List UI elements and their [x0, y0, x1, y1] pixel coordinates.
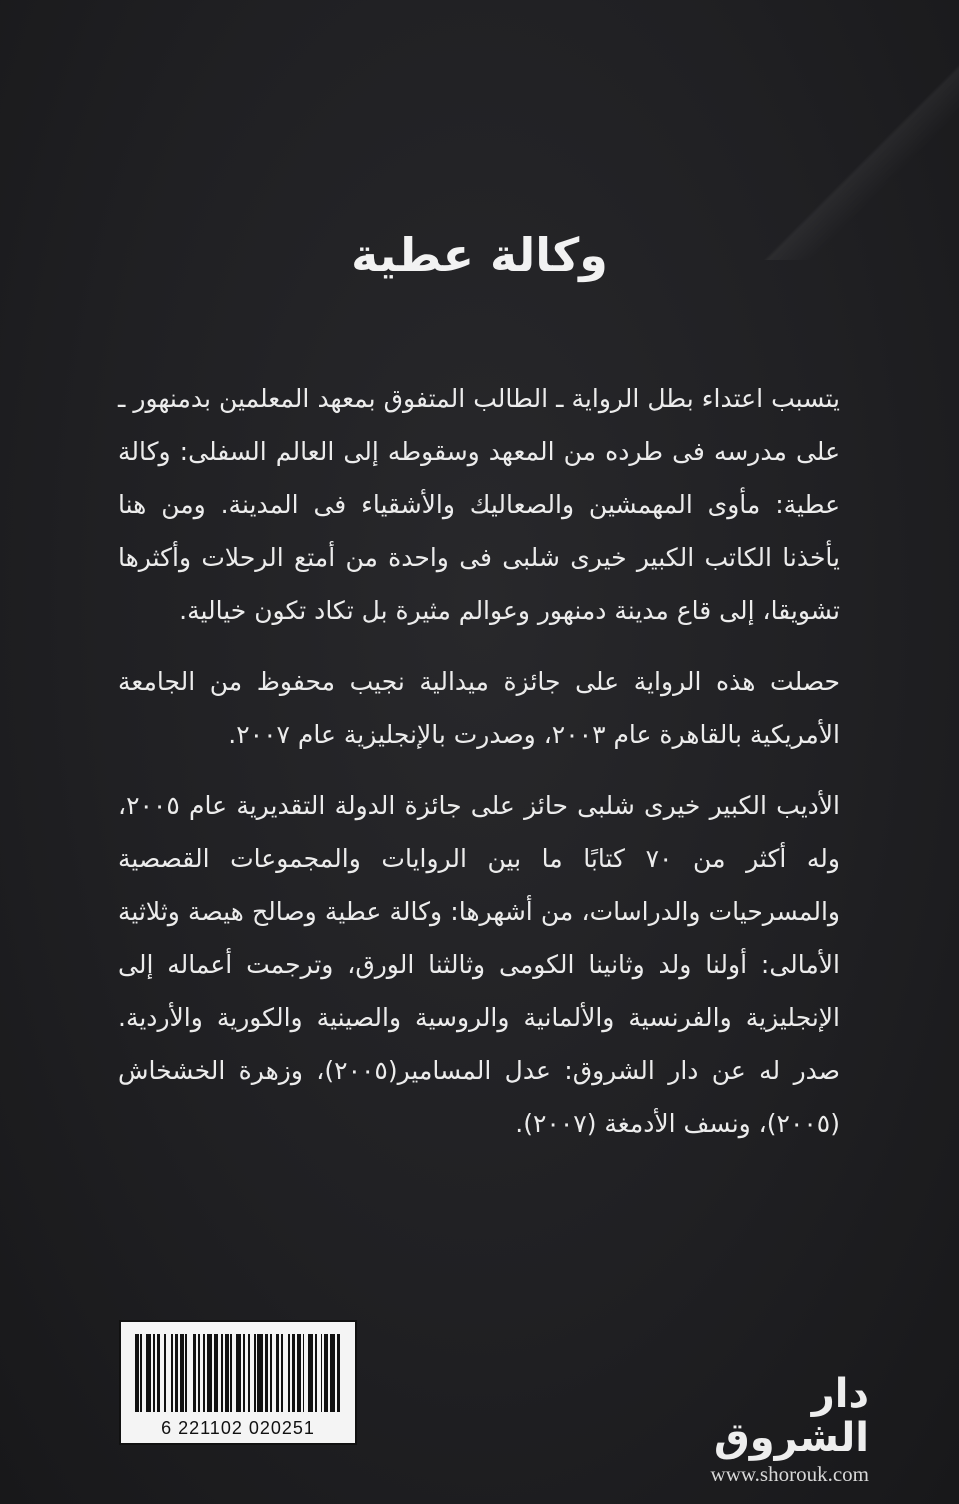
blurb-paragraph-summary: يتسبب اعتداء بطل الرواية ـ الطالب المتفوق بمعهد المعلمين بدمنهور ـ على مدرسه فى طرده من المعهد وسقوطه إلى العالم السفلى: وكالة عطية: مأوى المهمشين والصعاليك والأشقياء فى المدينة. ومن هنا يأخذنا الكاتب الكبير خيرى شلبى فى واحدة من أمتع الرحلات وأكثرها تشويقا، إلى قاع مدينة دمنهور وعوالم مثيرة بل تكاد تكون خيالية.: [118, 384, 840, 625]
cover-fold-shadow: [729, 0, 959, 260]
publisher-name: دار الشروق: [714, 1371, 869, 1461]
blurb: [118, 372, 840, 1168]
book-title: وكالة عطية: [351, 228, 608, 282]
barcode-number: 6 221102 020251: [161, 1418, 315, 1438]
blurb-paragraph-award: حصلت هذه الرواية على جائزة ميدالية نجيب محفوظ من الجامعة الأمريكية بالقاهرة عام ٢٠٠٣، وصدرت بالإنجليزية عام ٢٠٠٧.: [118, 667, 840, 749]
barcode: [119, 1320, 357, 1445]
blurb-paragraph-author: الأديب الكبير خيرى شلبى حائز على جائزة الدولة التقديرية عام ٢٠٠٥، وله أكثر من ٧٠ كتابًا ما بين الروايات والمجموعات القصصية والمسرحيات والدراسات، من أشهرها: وكالة عطية وصالح هيصة وثلاثية الأمالى: أولنا ولد وثانينا الكومى وثالثنا الورق، وترجمت أعماله إلى الإنجليزية والفرنسية والألمانية والروسية والصينية والكورية والأردية. صدر له عن دار الشروق: عدل المسامير(٢٠٠٥)، وزهرة الخشخاش (٢٠٠٥)، ونسف الأدمغة (٢٠٠٧).: [118, 791, 840, 1138]
publisher-logo: [669, 1372, 869, 1487]
barcode-bars: [135, 1334, 341, 1412]
publisher-url[interactable]: www.shorouk.com: [710, 1462, 869, 1486]
